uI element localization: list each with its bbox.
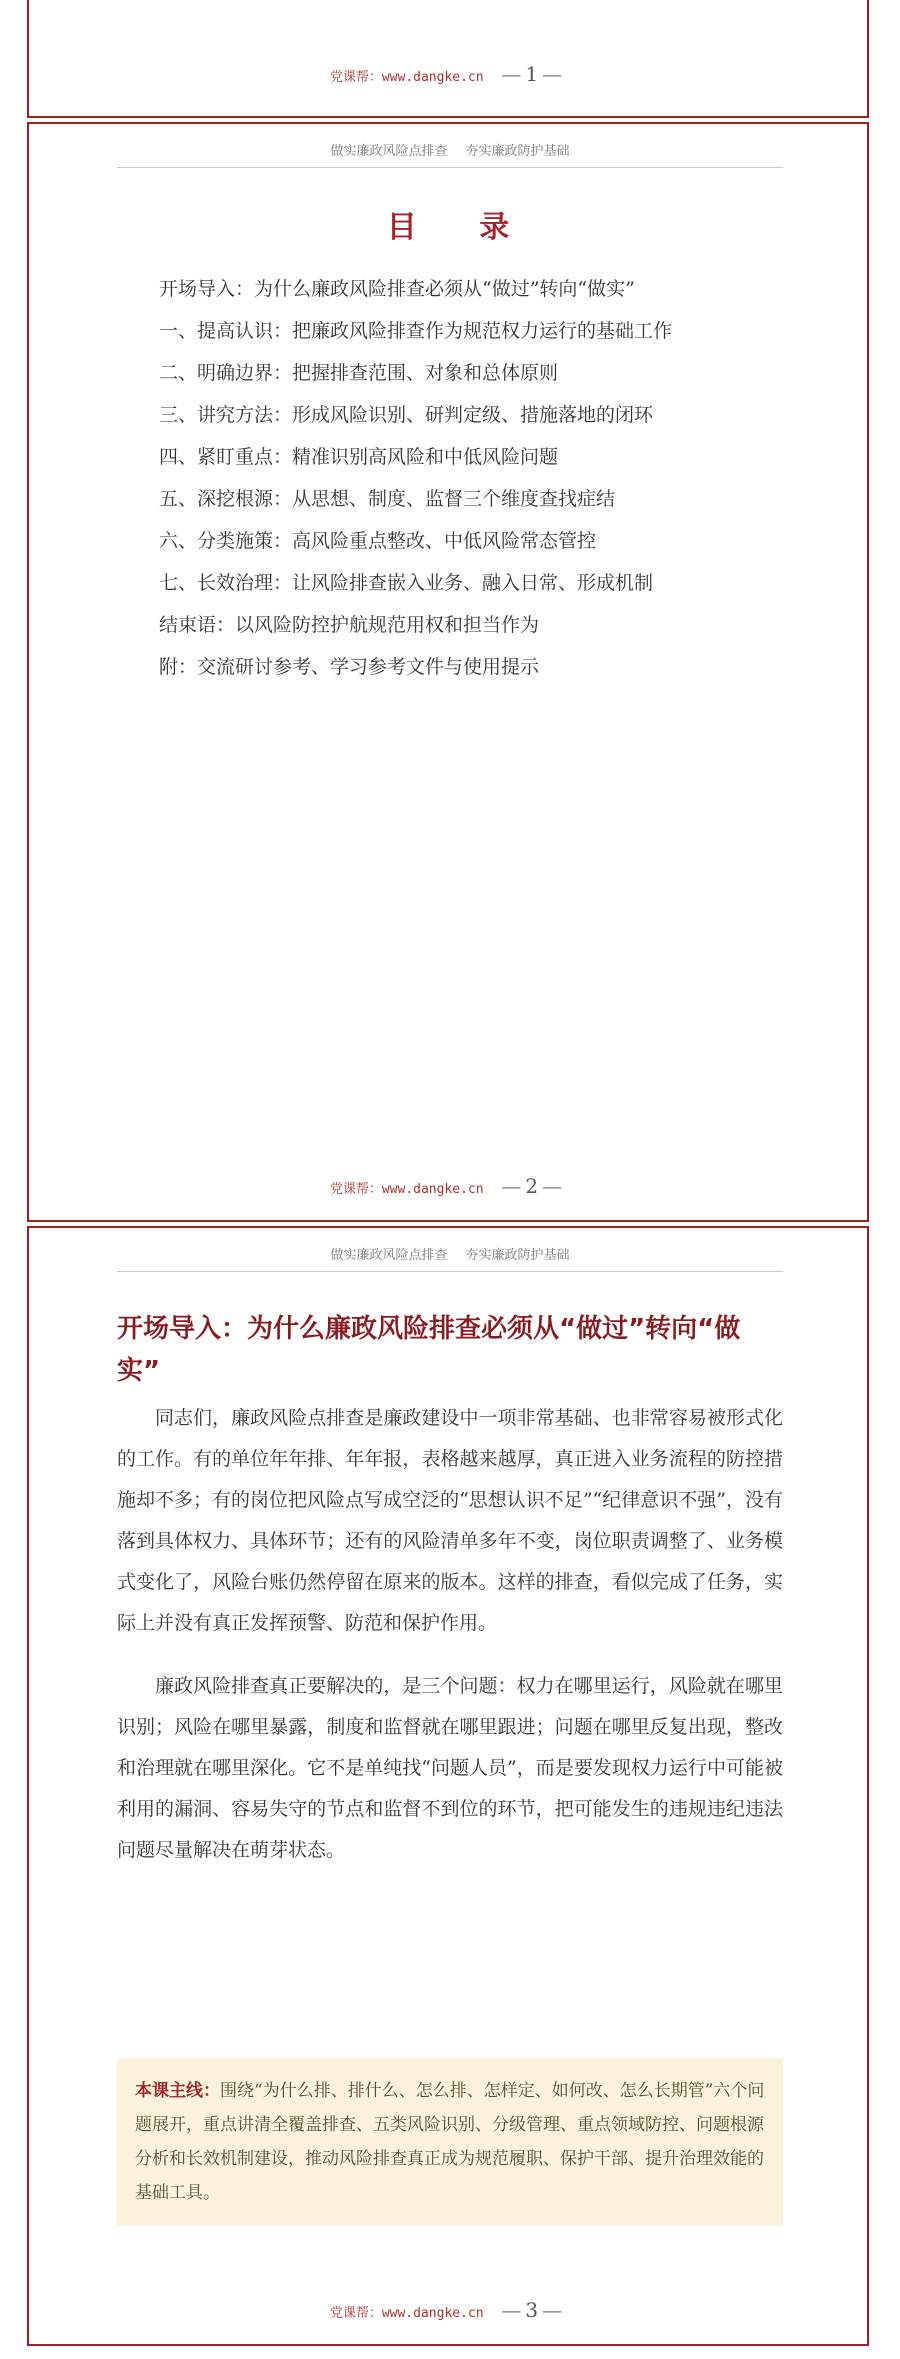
page-3: [27, 1226, 869, 2346]
paragraph: 廉政风险排查真正要解决的，是三个问题：权力在哪里运行，风险就在哪里识别；风险在哪里暴露，制度和监督就在哪里跟进；问题在哪里反复出现，整改和治理就在哪里深化。它不是单纯找“问题人员”，而是要发现权力运行中可能被利用的漏洞、容易失守的节点和监督不到位的环节，把可能发生的违规违纪违法问题尽量解决在萌芽状态。: [117, 1675, 783, 1861]
toc-item: 一、提高认识：把廉政风险排查作为规范权力运行的基础工作: [159, 320, 673, 342]
header-left: 做实廉政风险点排查: [330, 144, 448, 159]
page-footer: 党课帮：www.dangke.cn — 2 —: [329, 1174, 563, 1198]
page-1: [27, 0, 869, 118]
page-header: [117, 1244, 783, 1272]
page-footer: 党课帮：www.dangke.cn — 3 —: [329, 2298, 563, 2322]
body-text: [117, 1398, 783, 1893]
toc-list: [159, 274, 759, 694]
page-number: 3: [525, 2298, 539, 2322]
toc-item: 结束语：以风险防控护航规范用权和担当作为: [159, 614, 540, 636]
page-number: 1: [525, 62, 539, 86]
header-right: 夯实廉政防护基础: [465, 1248, 570, 1263]
toc-title: 目 录: [386, 210, 536, 245]
callout-text: 围绕“为什么排、排什么、怎么排、怎样定、如何改、怎么长期管”六个问题展开，重点讲清全覆盖排查、五类风险识别、分级管理、重点领域防控、问题根源分析和长效机制建设，推动风险排查真正成为规范履职、保护干部、提升治理效能的基础工具。: [135, 2081, 765, 2203]
toc-item: 开场导入：为什么廉政风险排查必须从“做过”转向“做实”: [159, 278, 635, 300]
page-footer: 党课帮：www.dangke.cn — 1 —: [329, 62, 563, 86]
toc-item: 附：交流研讨参考、学习参考文件与使用提示: [159, 656, 540, 678]
page-header: [117, 140, 783, 168]
toc-item: 四、紧盯重点：精准识别高风险和中低风险问题: [159, 446, 559, 468]
page-number: 2: [525, 1174, 539, 1198]
toc-item: 七、长效治理：让风险排查嵌入业务、融入日常、形成机制: [159, 572, 654, 594]
callout-label: 本课主线：: [135, 2081, 220, 2101]
paragraph: 同志们，廉政风险点排查是廉政建设中一项非常基础、也非常容易被形式化的工作。有的单位年年排、年年报，表格越来越厚，真正进入业务流程的防控措施却不多；有的岗位把风险点写成空泛的“思想认识不足”“纪律意识不强”，没有落到具体权力、具体环节；还有的风险清单多年不变，岗位职责调整了、业务模式变化了，风险台账仍然停留在原来的版本。这样的排查，看似完成了任务，实际上并没有真正发挥预警、防范和保护作用。: [117, 1407, 783, 1634]
toc-item: 五、深挖根源：从思想、制度、监督三个维度查找症结: [159, 488, 616, 510]
footer-site: 党课帮：www.dangke.cn: [329, 70, 484, 85]
main-thread-callout: [117, 2058, 783, 2226]
section-heading: 开场导入：为什么廉政风险排查必须从“做过”转向“做实”: [117, 1314, 741, 1386]
footer-site: 党课帮：www.dangke.cn: [329, 2306, 484, 2321]
toc-item: 三、讲究方法：形成风险识别、研判定级、措施落地的闭环: [159, 404, 654, 426]
header-right: 夯实廉政防护基础: [465, 144, 570, 159]
toc-item: 二、明确边界：把握排查范围、对象和总体原则: [159, 362, 559, 384]
toc-item: 六、分类施策：高风险重点整改、中低风险常态管控: [159, 530, 597, 552]
page-2: [27, 122, 869, 1222]
footer-site: 党课帮：www.dangke.cn: [329, 1182, 484, 1197]
header-left: 做实廉政风险点排查: [330, 1248, 448, 1263]
